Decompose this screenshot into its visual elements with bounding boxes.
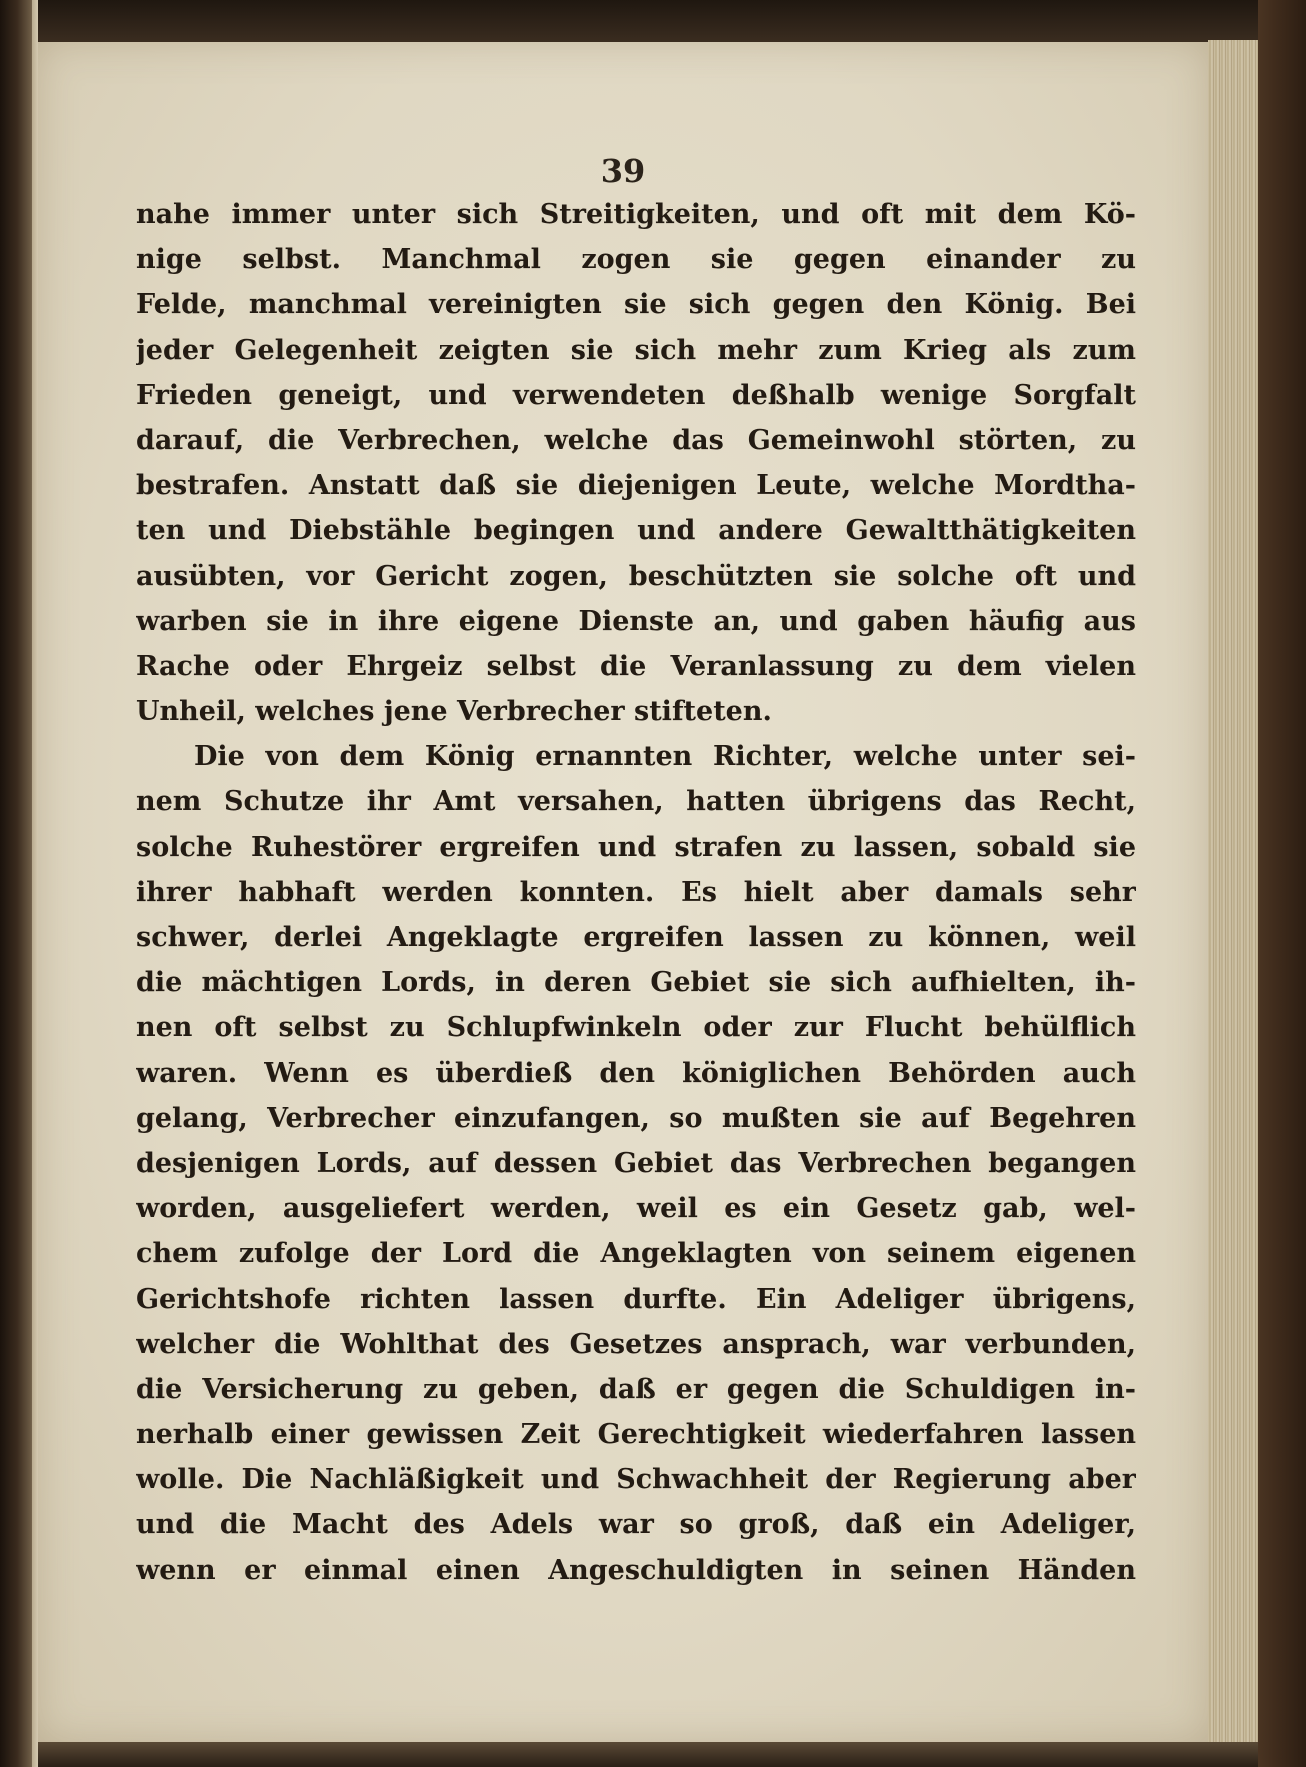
- text-line: die mächtigen Lords, in deren Gebiet sie sich aufhielten, ih-: [136, 967, 1136, 999]
- text-line: Gerichtshofe richten lassen durfte. Ein Adeliger übrigens,: [136, 1283, 1136, 1315]
- text-line: wolle. Die Nachläßigkeit und Schwachheit der Regierung aber: [136, 1464, 1136, 1496]
- text-line: chem zufolge der Lord die Angeklagten von seinem eigenen: [136, 1238, 1136, 1270]
- text-line: nige selbst. Manchmal zogen sie gegen einander zu: [136, 244, 1136, 276]
- book-bottom-shadow: [38, 1742, 1258, 1767]
- text-line: nen oft selbst zu Schlupfwinkeln oder zur Flucht behülflich: [136, 1012, 1136, 1044]
- paragraph-start-line: Die von dem König ernannten Richter, welche unter sei-: [194, 741, 1136, 773]
- book-page: [38, 42, 1208, 1742]
- text-line: Unheil, welches jene Verbrecher stifteten.: [136, 696, 772, 728]
- text-line: jeder Gelegenheit zeigten sie sich mehr zum Krieg als zum: [136, 334, 1136, 366]
- text-line: Felde, manchmal vereinigten sie sich gegen den König. Bei: [136, 289, 1136, 321]
- book-spine-left-edge: [0, 0, 38, 1767]
- text-line: wenn er einmal einen Angeschuldigten in seinen Händen: [136, 1554, 1136, 1586]
- text-line: nem Schutze ihr Amt versahen, hatten übrigens das Recht,: [136, 786, 1136, 818]
- page-number: 39: [600, 152, 646, 190]
- text-line: und die Macht des Adels war so groß, daß ein Adeliger,: [136, 1509, 1136, 1541]
- book-top-shadow: [38, 0, 1258, 44]
- text-line: die Versicherung zu geben, daß er gegen die Schuldigen in-: [136, 1373, 1136, 1405]
- book-cover-right: [1258, 0, 1306, 1767]
- text-line: warben sie in ihre eigene Dienste an, und gaben häufig aus: [136, 605, 1136, 637]
- text-line: bestrafen. Anstatt daß sie diejenigen Leute, welche Mordtha-: [136, 470, 1136, 502]
- text-line: ihrer habhaft werden konnten. Es hielt aber damals sehr: [136, 876, 1136, 908]
- text-line: gelang, Verbrecher einzufangen, so mußten sie auf Begehren: [136, 1102, 1136, 1134]
- text-line: darauf, die Verbrechen, welche das Gemeinwohl störten, zu: [136, 424, 1136, 456]
- text-line: worden, ausgeliefert werden, weil es ein Gesetz gab, wel-: [136, 1193, 1136, 1225]
- text-line: schwer, derlei Angeklagte ergreifen lassen zu können, weil: [136, 922, 1136, 953]
- text-line: ten und Diebstähle begingen und andere Gewaltthätigkeiten: [136, 515, 1136, 547]
- text-line: waren. Wenn es überdieß den königlichen Behörden auch: [136, 1057, 1136, 1089]
- text-line: solche Ruhestörer ergreifen und strafen zu lassen, sobald sie: [136, 831, 1136, 863]
- page-body-text: [136, 192, 1136, 1593]
- text-line: Rache oder Ehrgeiz selbst die Veranlassung zu dem vielen: [136, 650, 1136, 682]
- text-line: Frieden geneigt, und verwendeten deßhalb wenige Sorgfalt: [136, 379, 1136, 411]
- text-line: ausübten, vor Gericht zogen, beschützten sie solche oft und: [136, 560, 1136, 592]
- text-line: nerhalb einer gewissen Zeit Gerechtigkeit wiederfahren lassen: [136, 1419, 1136, 1451]
- text-line: nahe immer unter sich Streitigkeiten, und oft mit dem Kö-: [136, 199, 1136, 230]
- text-line: welcher die Wohlthat des Gesetzes ansprach, war verbunden,: [136, 1328, 1136, 1360]
- text-line: desjenigen Lords, auf dessen Gebiet das Verbrechen begangen: [136, 1147, 1136, 1179]
